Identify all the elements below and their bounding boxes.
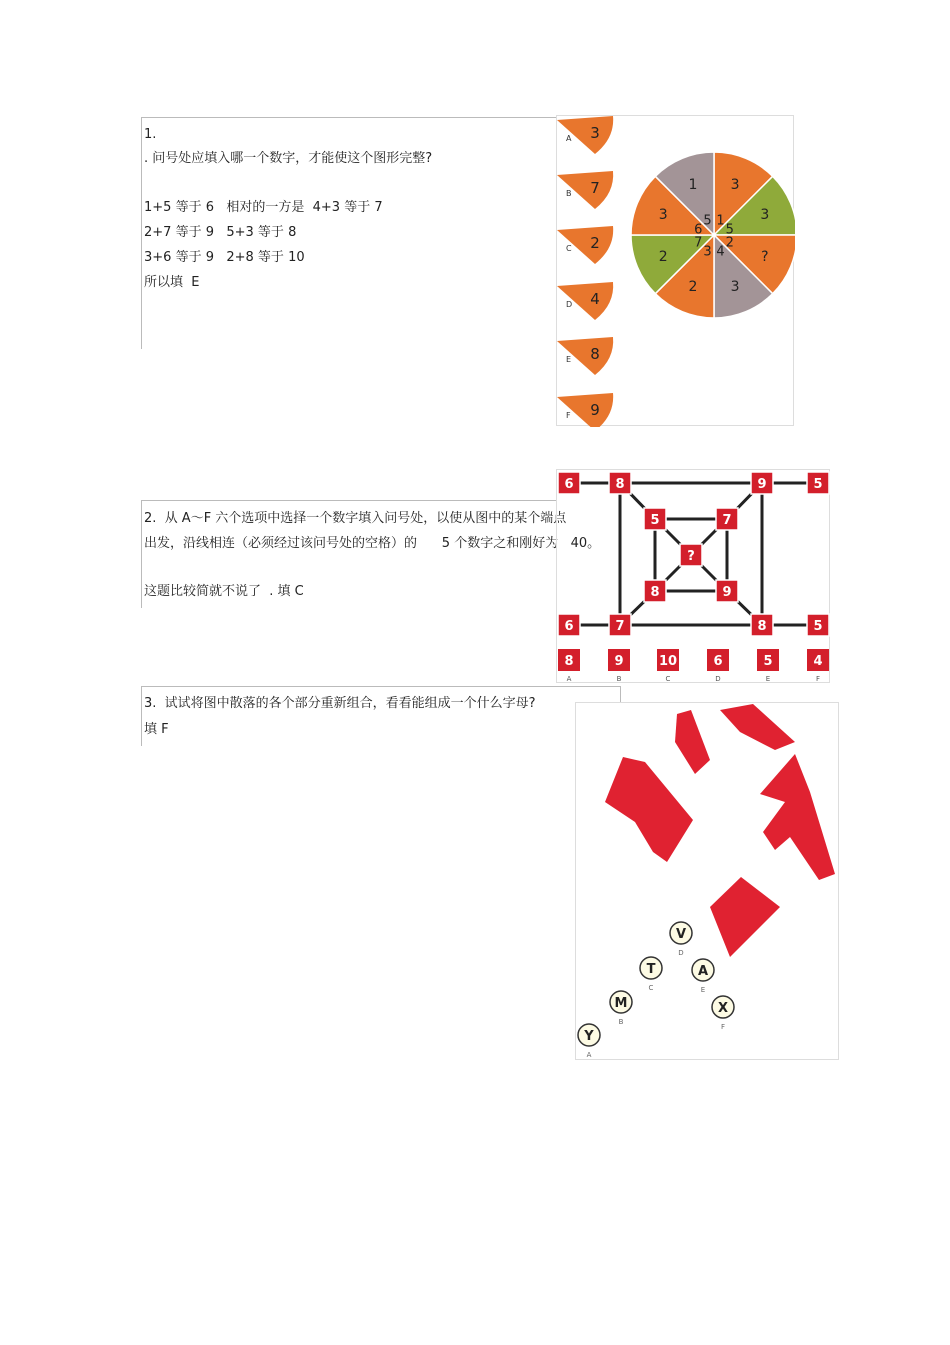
svg-text:9: 9: [757, 477, 767, 492]
q1-option-d: [557, 282, 613, 320]
grid-node-middle: [644, 580, 666, 602]
q1-option-value: 7: [590, 179, 600, 197]
puzzle-piece-5: [710, 877, 780, 957]
q3-option-f: [712, 996, 734, 1031]
q2-option-letter: B: [616, 675, 622, 683]
q2-option-e: [757, 649, 779, 683]
q2-option-value: 9: [614, 654, 624, 669]
puzzle-piece-2: [720, 704, 795, 750]
q2-option-letter: C: [665, 675, 671, 683]
q3-answer: 填 F: [144, 722, 169, 737]
q2-option-f: [807, 649, 829, 683]
grid-node-outer: [609, 614, 631, 636]
q1-line-3: 3+6 等于 9 2+8 等于 10: [144, 250, 305, 265]
grid-node-outer: [751, 614, 773, 636]
q3-option-value: Y: [584, 1029, 594, 1044]
q3-option-letter: E: [700, 986, 706, 994]
q2-option-letter: F: [815, 675, 821, 683]
wheel-outer-number: 1: [688, 177, 698, 194]
puzzle-piece-1: [675, 710, 710, 774]
svg-text:5: 5: [650, 513, 660, 528]
svg-text:5: 5: [813, 477, 823, 492]
svg-text:7: 7: [615, 619, 625, 634]
wheel-inner-number: 4: [716, 244, 725, 260]
q3-option-letter: B: [618, 1018, 624, 1026]
q2-question-line-1: 2. 从 A～F 六个选项中选择一个数字填入问号处，以使从图中的某个端点: [144, 511, 567, 526]
grid-node-outer: [751, 472, 773, 494]
svg-text:8: 8: [615, 477, 625, 492]
wheel-outer-number: 3: [730, 278, 740, 295]
wheel-outer-number: 2: [658, 249, 668, 266]
svg-text:7: 7: [722, 513, 732, 528]
wheel-inner-number: 5: [703, 213, 712, 229]
wheel-outer-number: 2: [688, 278, 698, 295]
q2-option-letter: E: [765, 675, 771, 683]
q2-option-value: 6: [713, 654, 723, 669]
q3-option-value: A: [697, 964, 709, 979]
q2-option-letter: D: [715, 675, 721, 683]
q1-option-c: [557, 226, 613, 264]
svg-text:?: ?: [687, 549, 695, 564]
grid-node-outer: [609, 472, 631, 494]
q2-option-d: [707, 649, 729, 683]
grid-node-outer: [558, 472, 580, 494]
svg-text:8: 8: [757, 619, 767, 634]
q3-option-b: [610, 991, 632, 1026]
q1-option-value: 9: [590, 401, 600, 419]
q2-option-c: [657, 649, 679, 683]
wheel-inner-number: 2: [725, 235, 734, 251]
puzzle-piece-4: [760, 754, 835, 880]
q2-option-letter: A: [566, 675, 572, 683]
q3-option-value: M: [614, 996, 628, 1011]
q1-number: 1.: [144, 127, 157, 142]
q3-question: 3. 试试将图中散落的各个部分重新组合，看看能组成一个什么字母?: [144, 696, 536, 711]
q1-figure: [556, 115, 794, 426]
wheel-outer-number: 3: [658, 206, 668, 223]
q3-option-letter: D: [678, 949, 684, 957]
wheel-inner-number: 6: [694, 222, 703, 238]
q2-option-b: [608, 649, 630, 683]
grid-node-middle: [644, 508, 666, 530]
q1-option-letter: D: [566, 300, 573, 309]
q1-option-letter: B: [566, 189, 572, 198]
q3-option-e: [692, 959, 714, 994]
puzzle-piece-3: [605, 757, 693, 862]
q3-option-c: [640, 957, 662, 992]
q1-line-1: 1+5 等于 6 相对的一方是 4+3 等于 7: [144, 200, 383, 215]
q3-option-letter: C: [648, 984, 654, 992]
q2-option-a: [558, 649, 580, 683]
q1-option-f: [557, 393, 613, 427]
q2-option-value: 4: [813, 654, 823, 669]
q2-option-value: 5: [763, 654, 773, 669]
wheel-outer-number: 3: [760, 206, 770, 223]
svg-text:9: 9: [722, 585, 732, 600]
wheel-outer-number: ?: [761, 249, 769, 266]
q3-figure: [575, 702, 839, 1060]
q1-option-a: [557, 116, 613, 154]
wheel-inner-number: 1: [716, 213, 725, 229]
wheel-inner-number: 7: [694, 235, 703, 251]
q1-option-value: 2: [590, 234, 600, 252]
q1-option-value: 4: [590, 290, 600, 308]
grid-node-middle: [716, 508, 738, 530]
q2-answer: 这题比较简就不说了 . 填 C: [144, 584, 304, 599]
grid-node-outer: [807, 614, 829, 636]
wheel-outer-number: 3: [730, 177, 740, 194]
q1-option-value: 8: [590, 345, 600, 363]
svg-text:5: 5: [813, 619, 823, 634]
q1-option-e: [557, 337, 613, 375]
q1-line-2: 2+7 等于 9 5+3 等于 8: [144, 225, 297, 240]
q3-option-letter: F: [720, 1023, 726, 1031]
svg-text:8: 8: [650, 585, 660, 600]
q3-option-value: V: [675, 927, 687, 942]
grid-node-outer: [807, 472, 829, 494]
wheel-inner-number: 3: [703, 244, 712, 260]
q1-option-b: [557, 171, 613, 209]
q1-option-letter: E: [566, 355, 572, 364]
svg-text:6: 6: [564, 477, 574, 492]
grid-node-outer: [558, 614, 580, 636]
q1-question: . 问号处应填入哪一个数字，才能使这个图形完整?: [144, 151, 433, 166]
q2-option-value: 10: [658, 654, 678, 669]
q3-option-value: X: [717, 1001, 729, 1016]
grid-node-middle: [716, 580, 738, 602]
q1-answer: 所以填 E: [144, 275, 200, 290]
q3-option-value: T: [646, 962, 656, 977]
q1-option-value: 3: [590, 124, 600, 142]
q1-option-letter: C: [566, 244, 572, 253]
q2-figure: [556, 469, 830, 683]
svg-text:6: 6: [564, 619, 574, 634]
q3-option-d: [670, 922, 692, 957]
q1-option-letter: F: [566, 411, 571, 420]
q3-option-a: [578, 1024, 600, 1059]
grid-node-center-question: [680, 544, 702, 566]
q2-option-value: 8: [564, 654, 574, 669]
q3-option-letter: A: [586, 1051, 592, 1059]
q1-option-letter: A: [566, 134, 572, 143]
wheel-inner-number: 5: [725, 222, 734, 238]
q2-question-line-2: 出发，沿线相连（必须经过该问号处的空格）的 5 个数字之和刚好为 40。: [144, 536, 601, 551]
